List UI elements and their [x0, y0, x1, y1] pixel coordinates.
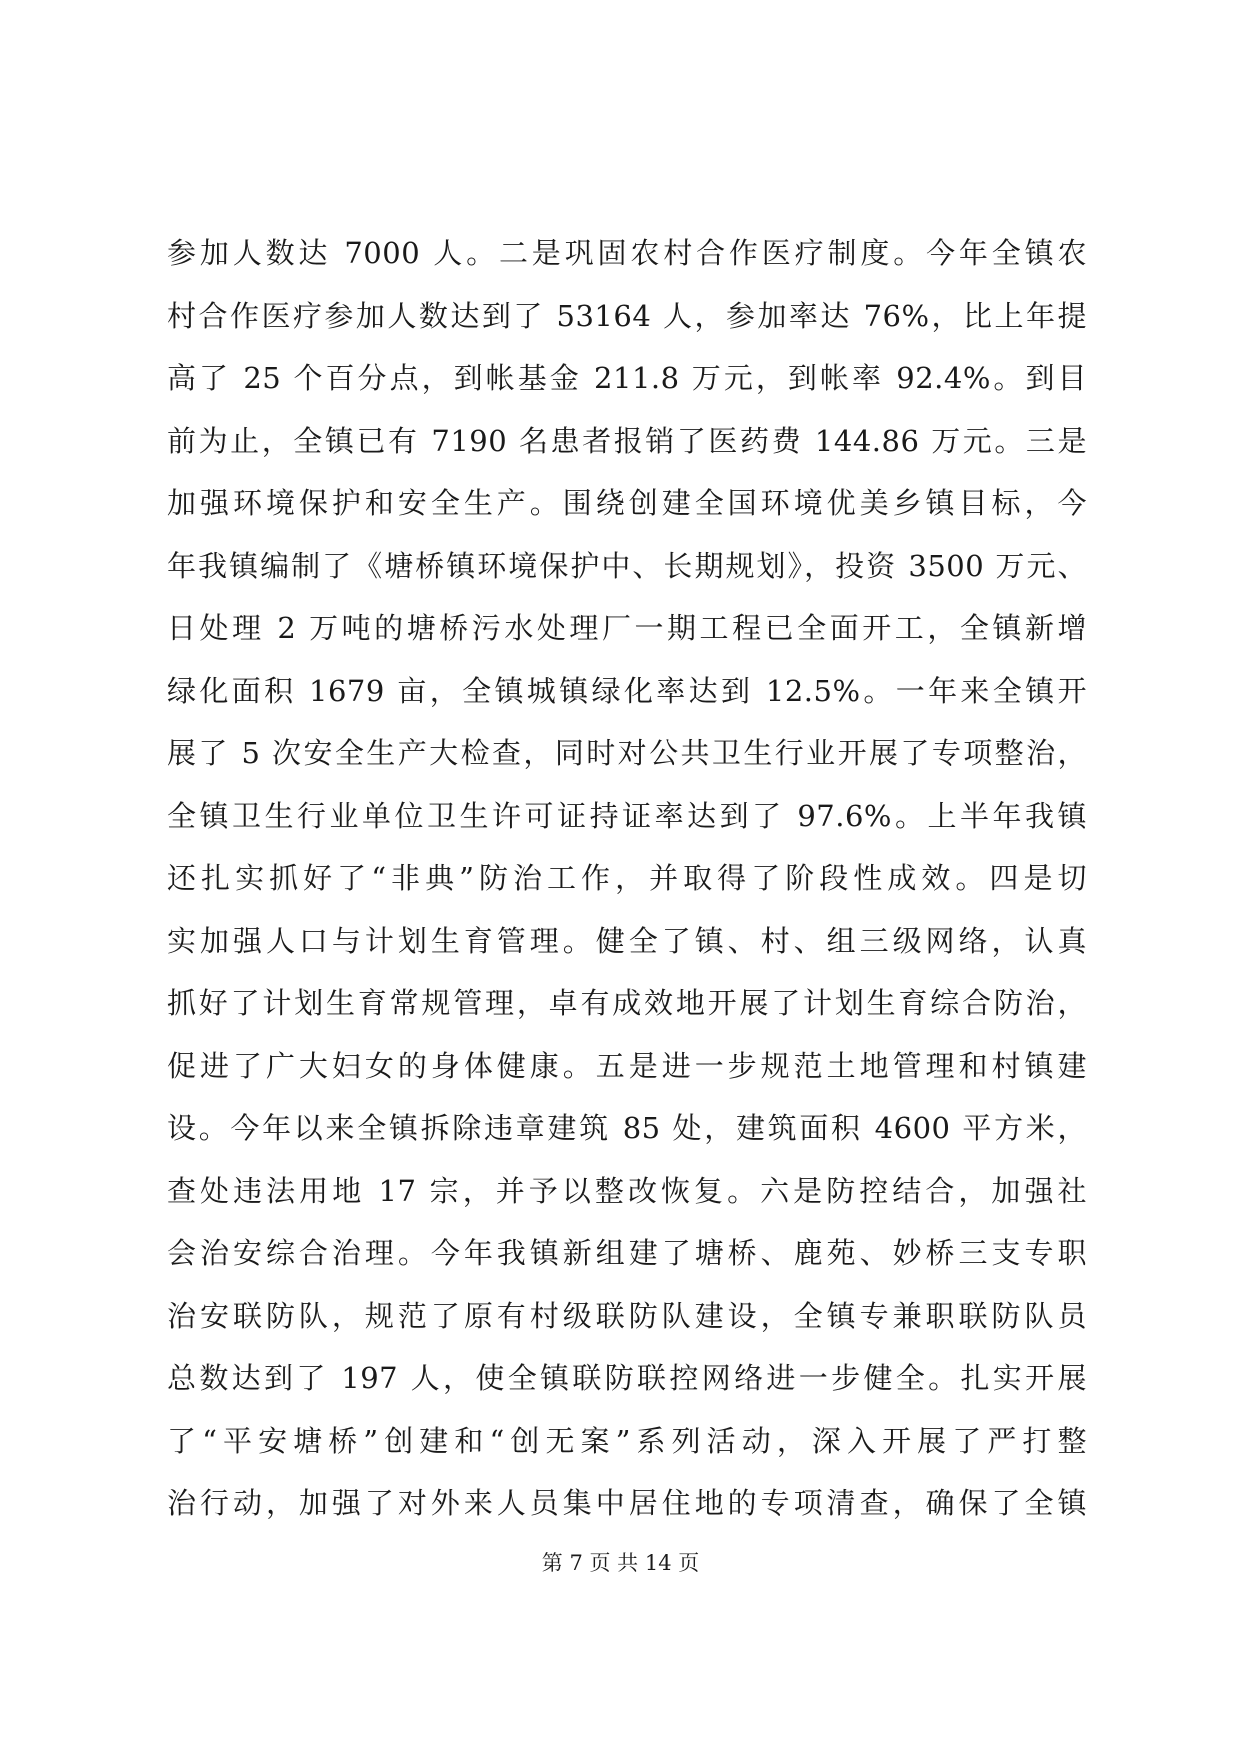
text-line: 治安联防队，规范了原有村级联防队建设，全镇专兼职联防队员	[167, 1298, 1087, 1333]
text-line: 总数达到了 197 人，使全镇联防联控网络进一步健全。扎实开展	[167, 1361, 1087, 1395]
text-line: 查处违法用地 17 宗，并予以整改恢复。六是防控结合，加强社	[167, 1173, 1087, 1208]
text-line: 参加人数达 7000 人。二是巩固农村合作医疗制度。今年全镇农	[167, 236, 1087, 270]
text-line: 前为止，全镇已有 7190 名患者报销了医药费 144.86 万元。三是	[167, 423, 1087, 458]
text-line: 展了 5 次安全生产大检查，同时对公共卫生行业开展了专项整治，	[167, 736, 1087, 770]
text-line: 全镇卫生行业单位卫生许可证持证率达到了 97.6%。上半年我镇	[167, 798, 1087, 833]
body-text	[167, 222, 1087, 1535]
text-line: 实加强人口与计划生育管理。健全了镇、村、组三级网络，认真	[167, 923, 1087, 958]
text-line: 治行动，加强了对外来人员集中居住地的专项清查，确保了全镇	[167, 1486, 1087, 1520]
text-line: 日处理 2 万吨的塘桥污水处理厂一期工程已全面开工，全镇新增	[167, 611, 1087, 645]
text-line: 村合作医疗参加人数达到了 53164 人，参加率达 76%，比上年提	[167, 298, 1087, 333]
page-footer: 第 7 页 共 14 页	[541, 1551, 700, 1575]
text-line: 会治安综合治理。今年我镇新组建了塘桥、鹿苑、妙桥三支专职	[167, 1236, 1087, 1270]
text-line: 加强环境保护和安全生产。围绕创建全国环境优美乡镇目标，今	[167, 486, 1087, 520]
text-line: 抓好了计划生育常规管理，卓有成效地开展了计划生育综合防治，	[167, 986, 1087, 1020]
text-line: 还扎实抓好了“非典”防治工作，并取得了阶段性成效。四是切	[167, 861, 1087, 895]
text-line: 年我镇编制了《塘桥镇环境保护中、长期规划》，投资 3500 万元、	[167, 548, 1087, 583]
text-line: 高了 25 个百分点，到帐基金 211.8 万元，到帐率 92.4%。到目	[167, 361, 1087, 395]
text-line: 了“平安塘桥”创建和“创无案”系列活动，深入开展了严打整	[167, 1423, 1087, 1458]
text-line: 绿化面积 1679 亩，全镇城镇绿化率达到 12.5%。一年来全镇开	[167, 673, 1087, 708]
text-line: 促进了广大妇女的身体健康。五是进一步规范土地管理和村镇建	[167, 1048, 1087, 1083]
text-line: 设。今年以来全镇拆除违章建筑 85 处，建筑面积 4600 平方米，	[167, 1111, 1087, 1145]
